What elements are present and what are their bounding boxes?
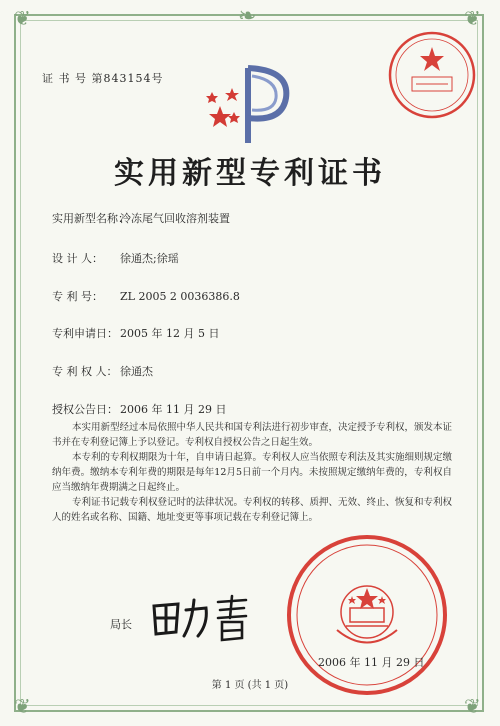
official-seal-icon bbox=[382, 25, 482, 125]
field-designer bbox=[52, 250, 179, 266]
field-value: 2005 年 12 月 5 日 bbox=[120, 327, 220, 340]
signature-icon bbox=[148, 588, 258, 648]
page-number: 第 1 页 (共 1 页) bbox=[211, 680, 289, 691]
field-value: 冷冻尾气回收溶剂装置 bbox=[120, 212, 230, 225]
field-label: 授权公告日： bbox=[52, 403, 118, 416]
field-grant-date bbox=[52, 401, 226, 417]
issue-date: 2006 年 11 月 29 日 bbox=[318, 656, 425, 669]
field-label: 实用新型名称： bbox=[52, 212, 129, 225]
field-value: 徐通杰;徐瑶 bbox=[120, 252, 179, 265]
body-paragraph: 本专利的专利权期限为十年，自申请日起算。专利权人应当依照专利法及其实施细则规定缴纳年费。缴纳本专利年费的期限是每年12月5日前一个月内。未按照规定缴纳年费的，专利权自应当缴纳年费期满之日起终止。 bbox=[52, 452, 453, 493]
corner-ornament-icon: ❦ bbox=[14, 694, 31, 718]
field-value: ZL 2005 2 0036386.8 bbox=[120, 290, 240, 303]
field-utility-model-name bbox=[52, 210, 230, 226]
body-paragraph: 本实用新型经过本局依照中华人民共和国专利法进行初步审查，决定授予专利权，颁发本证书并在专利登记簿上予以登记。专利权自授权公告之日起生效。 bbox=[52, 422, 453, 448]
body-paragraph: 专利证书记载专利权登记时的法律状况。专利权的转移、质押、无效、终止、恢复和专利权人的姓名或名称、国籍、地址变更等事项记载在专利登记簿上。 bbox=[52, 497, 453, 523]
bureau-chief-label: 局长 bbox=[110, 618, 132, 631]
patent-office-seal-icon bbox=[282, 530, 452, 700]
corner-ornament-icon: ❦ bbox=[464, 6, 481, 30]
patent-office-logo-icon bbox=[200, 48, 300, 148]
field-value: 2006 年 11 月 29 日 bbox=[120, 403, 227, 416]
corner-ornament-icon: ❦ bbox=[14, 6, 31, 30]
field-patent-number bbox=[52, 288, 240, 304]
field-application-date bbox=[52, 325, 219, 341]
top-ornament-icon: ❧ bbox=[238, 4, 257, 29]
field-label: 专 利 权 人： bbox=[52, 365, 118, 378]
certificate-title: 实用新型专利证书 bbox=[114, 156, 386, 191]
certificate-number: 证 书 号 第843154号 bbox=[42, 72, 164, 85]
certificate-body bbox=[52, 420, 452, 525]
field-label: 专 利 号： bbox=[52, 290, 103, 303]
field-label: 专利申请日： bbox=[52, 327, 118, 340]
field-label: 设 计 人： bbox=[52, 252, 103, 265]
corner-ornament-icon: ❦ bbox=[464, 694, 481, 718]
field-value: 徐通杰 bbox=[120, 365, 153, 378]
field-patentee bbox=[52, 363, 153, 379]
